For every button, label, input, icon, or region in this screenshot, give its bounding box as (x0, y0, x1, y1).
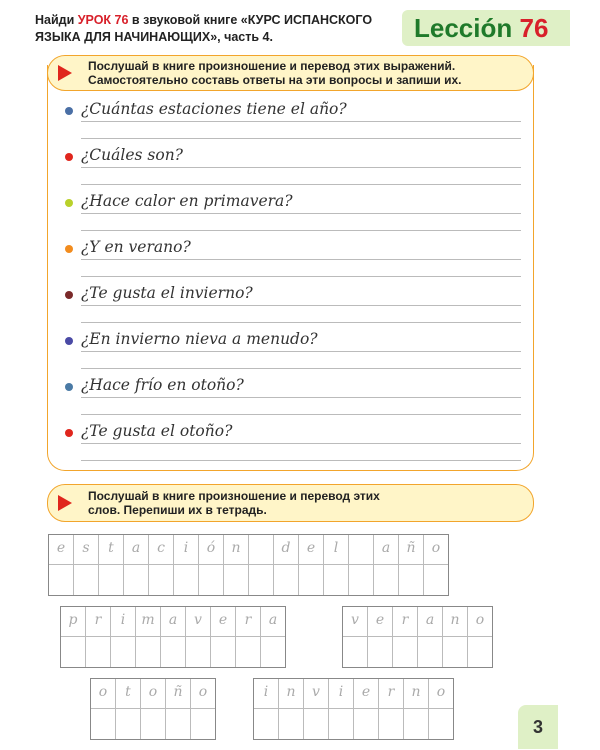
cell-midline (304, 708, 328, 709)
letter-trace: o (436, 684, 446, 700)
letter-cell[interactable] (254, 679, 279, 739)
letter-trace: s (82, 540, 90, 556)
answer-line[interactable] (81, 230, 521, 231)
letter-cell[interactable] (424, 535, 448, 595)
cell-midline (61, 636, 85, 637)
bullet-dot-icon (65, 153, 73, 161)
letter-cell[interactable] (211, 607, 236, 667)
answer-line[interactable] (81, 138, 521, 139)
bullet-dot-icon (65, 337, 73, 345)
question-item (65, 100, 523, 140)
letter-trace: r (94, 612, 102, 628)
letter-trace: e (306, 540, 316, 556)
bullet-dot-icon (65, 291, 73, 299)
question-item (65, 330, 523, 370)
question-text: ¿Cuántas estaciones tiene el año? (81, 100, 521, 122)
question-item (65, 376, 523, 416)
cell-midline (174, 564, 198, 565)
cell-midline (111, 636, 135, 637)
lesson-word: Lección (414, 13, 513, 43)
cell-midline (279, 708, 303, 709)
letter-cell[interactable] (304, 679, 329, 739)
bullet-dot-icon (65, 429, 73, 437)
letter-cell[interactable] (274, 535, 299, 595)
letter-trace: o (98, 684, 108, 700)
word-box-estacion-del-ano (48, 534, 449, 596)
cell-midline (349, 564, 373, 565)
question-text: ¿En invierno nieva a menudo? (81, 330, 521, 352)
letter-cell[interactable] (61, 607, 86, 667)
cell-midline (124, 564, 148, 565)
cell-midline (236, 636, 260, 637)
letter-cell[interactable] (374, 535, 399, 595)
answer-line[interactable] (81, 414, 521, 415)
letter-cell[interactable] (418, 607, 443, 667)
letter-trace: e (56, 540, 66, 556)
letter-trace: a (425, 612, 435, 628)
question-text: ¿Te gusta el invierno? (81, 284, 521, 306)
letter-cell[interactable] (99, 535, 124, 595)
question-text: ¿Te gusta el otoño? (81, 422, 521, 444)
lesson-badge (402, 10, 570, 46)
header-lesson-ref: УРОК 76 (77, 13, 129, 27)
letter-cell[interactable] (124, 535, 149, 595)
cell-midline (91, 708, 115, 709)
letter-trace: a (131, 540, 141, 556)
task1-line1: Послушай в книге произношение и перевод этих выражений. (88, 59, 456, 73)
play-arrow-icon (58, 495, 72, 511)
letter-cell[interactable] (91, 679, 116, 739)
letter-trace: r (244, 612, 252, 628)
cell-midline (329, 708, 353, 709)
cell-midline (354, 708, 378, 709)
cell-midline (368, 636, 392, 637)
letter-trace: l (333, 540, 339, 556)
cell-midline (418, 636, 442, 637)
question-item (65, 284, 523, 324)
letter-cell[interactable] (186, 607, 211, 667)
answer-line[interactable] (81, 322, 521, 323)
bullet-dot-icon (65, 107, 73, 115)
task1-line2: Самостоятельно составь ответы на эти вопросы и запиши их. (88, 73, 462, 87)
task2-line1: Послушай в книге произношение и перевод этих (88, 489, 380, 503)
letter-trace: e (218, 612, 228, 628)
letter-cell[interactable] (166, 679, 191, 739)
letter-cell[interactable] (224, 535, 249, 595)
letter-cell[interactable] (324, 535, 349, 595)
letter-cell[interactable] (279, 679, 304, 739)
answer-line[interactable] (81, 184, 521, 185)
cell-midline (149, 564, 173, 565)
letter-cell[interactable] (49, 535, 74, 595)
cell-midline (404, 708, 428, 709)
cell-midline (136, 636, 160, 637)
answer-line[interactable] (81, 368, 521, 369)
letter-cell[interactable] (329, 679, 354, 739)
letter-cell[interactable] (368, 607, 393, 667)
word-box-verano (342, 606, 493, 668)
letter-trace: a (381, 540, 391, 556)
letter-trace: n (286, 684, 296, 700)
answer-line[interactable] (81, 276, 521, 277)
word-box-otono (90, 678, 216, 740)
letter-cell[interactable] (236, 607, 261, 667)
letter-trace: i (338, 684, 344, 700)
letter-trace: o (431, 540, 441, 556)
cell-midline (399, 564, 423, 565)
letter-cell[interactable] (249, 535, 274, 595)
question-item (65, 422, 523, 462)
cell-midline (49, 564, 73, 565)
cell-midline (166, 708, 190, 709)
letter-trace: v (351, 612, 359, 628)
cell-midline (261, 636, 285, 637)
letter-cell[interactable] (161, 607, 186, 667)
letter-trace: r (387, 684, 395, 700)
cell-midline (99, 564, 123, 565)
letter-cell[interactable] (261, 607, 285, 667)
letter-trace: i (263, 684, 269, 700)
letter-cell[interactable] (404, 679, 429, 739)
letter-cell[interactable] (141, 679, 166, 739)
letter-trace: a (168, 612, 178, 628)
question-item (65, 146, 523, 186)
answer-line[interactable] (81, 460, 521, 461)
cell-midline (374, 564, 398, 565)
letter-cell[interactable] (379, 679, 404, 739)
cell-midline (116, 708, 140, 709)
letter-cell[interactable] (191, 679, 215, 739)
letter-trace: n (411, 684, 421, 700)
letter-trace: v (312, 684, 320, 700)
letter-trace: t (125, 684, 131, 700)
letter-trace: r (401, 612, 409, 628)
task2-line2: слов. Перепиши их в тетрадь. (88, 503, 267, 517)
letter-cell[interactable] (299, 535, 324, 595)
cell-midline (86, 636, 110, 637)
cell-midline (74, 564, 98, 565)
letter-cell[interactable] (343, 607, 368, 667)
letter-cell[interactable] (354, 679, 379, 739)
cell-midline (211, 636, 235, 637)
header-line2: ЯЗЫКА ДЛЯ НАЧИНАЮЩИХ», часть 4. (35, 30, 273, 44)
word-box-invierno (253, 678, 454, 740)
question-text: ¿Y en verano? (81, 238, 521, 260)
task2-bar (47, 484, 534, 522)
letter-cell[interactable] (393, 607, 418, 667)
cell-midline (443, 636, 467, 637)
letter-cell[interactable] (136, 607, 161, 667)
letter-trace: o (148, 684, 158, 700)
letter-cell[interactable] (74, 535, 99, 595)
letter-cell[interactable] (174, 535, 199, 595)
question-item (65, 238, 523, 278)
letter-trace: i (183, 540, 189, 556)
page-number: 3 (518, 705, 558, 749)
letter-trace: i (120, 612, 126, 628)
letter-trace: a (268, 612, 278, 628)
cell-midline (224, 564, 248, 565)
cell-midline (249, 564, 273, 565)
lesson-number: 76 (519, 13, 549, 43)
cell-midline (299, 564, 323, 565)
letter-cell[interactable] (399, 535, 424, 595)
word-box-primavera (60, 606, 286, 668)
letter-cell[interactable] (468, 607, 492, 667)
letter-cell[interactable] (111, 607, 136, 667)
letter-trace: t (108, 540, 114, 556)
letter-trace: m (141, 612, 155, 628)
letter-trace: ñ (406, 540, 416, 556)
letter-trace: n (231, 540, 241, 556)
cell-midline (324, 564, 348, 565)
question-item (65, 192, 523, 232)
cell-midline (191, 708, 215, 709)
letter-trace: c (157, 540, 165, 556)
letter-cell[interactable] (349, 535, 374, 595)
cell-midline (274, 564, 298, 565)
letter-trace: ñ (173, 684, 183, 700)
bullet-dot-icon (65, 383, 73, 391)
letter-trace: p (68, 612, 78, 628)
cell-midline (199, 564, 223, 565)
letter-trace: e (361, 684, 371, 700)
cell-midline (254, 708, 278, 709)
cell-midline (468, 636, 492, 637)
bullet-dot-icon (65, 245, 73, 253)
letter-cell[interactable] (429, 679, 453, 739)
cell-midline (141, 708, 165, 709)
letter-trace: o (475, 612, 485, 628)
letter-trace: n (450, 612, 460, 628)
question-text: ¿Hace calor en primavera? (81, 192, 521, 214)
bullet-dot-icon (65, 199, 73, 207)
cell-midline (424, 564, 448, 565)
letter-trace: e (375, 612, 385, 628)
letter-trace: d (281, 540, 291, 556)
cell-midline (379, 708, 403, 709)
cell-midline (429, 708, 453, 709)
header-prefix: Найди (35, 13, 78, 27)
question-text: ¿Hace frío en otoño? (81, 376, 521, 398)
letter-trace: ó (206, 540, 216, 556)
letter-cell[interactable] (86, 607, 111, 667)
cell-midline (393, 636, 417, 637)
question-text: ¿Cuáles son? (81, 146, 521, 168)
letter-trace: v (194, 612, 202, 628)
letter-cell[interactable] (116, 679, 141, 739)
cell-midline (161, 636, 185, 637)
instruction-header (35, 12, 405, 46)
letter-cell[interactable] (149, 535, 174, 595)
letter-cell[interactable] (199, 535, 224, 595)
letter-cell[interactable] (443, 607, 468, 667)
cell-midline (186, 636, 210, 637)
letter-trace: o (198, 684, 208, 700)
header-suffix: в звуковой книге «КУРС ИСПАНСКОГО (128, 13, 373, 27)
cell-midline (343, 636, 367, 637)
